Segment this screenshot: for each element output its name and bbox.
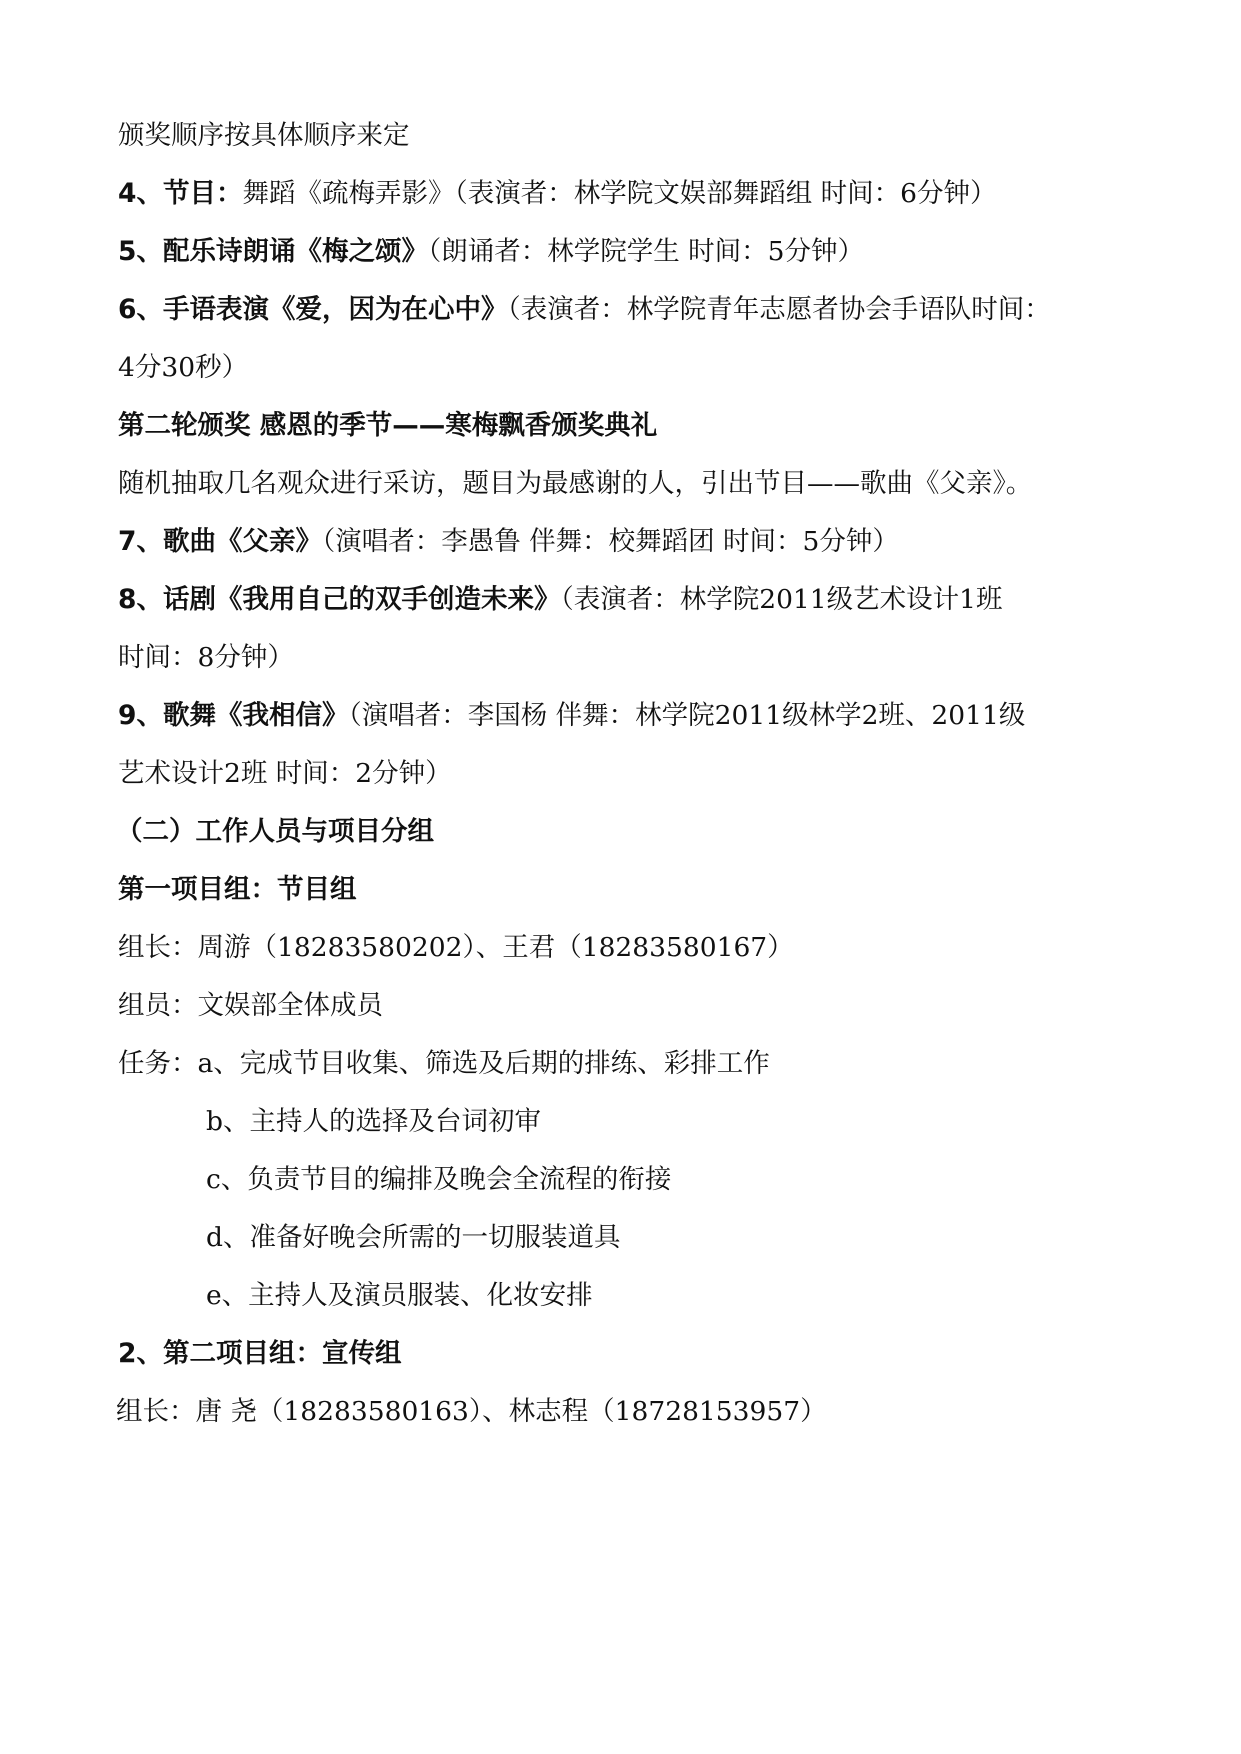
group-1-task-c: c、负责节目的编排及晚会全流程的衔接 <box>206 1164 672 1195</box>
program-7 <box>118 524 1161 560</box>
program-6-detail: （表演者：林学院青年志愿者协会手语队时间： <box>507 294 1051 325</box>
program-9-detail: （演唱者：李国杨 伴舞：林学院2011级林学2班、2011级 <box>348 700 1026 731</box>
group-1-leaders: 组长：周游（18283580202）、王君（18283580167） <box>118 932 794 963</box>
program-9-title: 9、歌舞《我相信》 <box>118 700 349 731</box>
section-heading-staff: （二）工作人员与项目分组 <box>116 816 434 847</box>
program-6 <box>118 292 1161 328</box>
program-6-duration: 4分30秒） <box>118 352 249 383</box>
program-8 <box>118 582 1161 618</box>
program-5 <box>118 234 1161 270</box>
program-5-title: 5、配乐诗朗诵《梅之颂》 <box>118 236 428 267</box>
program-8-duration: 时间：8分钟） <box>118 642 294 673</box>
group-2-leaders: 组长：唐 尧（18283580163）、林志程（18728153957） <box>116 1396 827 1427</box>
group-1-task-e: e、主持人及演员服装、化妆安排 <box>206 1280 593 1311</box>
program-4-detail: 舞蹈《疏梅弄影》（表演者：林学院文娱部舞蹈组 时间：6分钟） <box>242 178 997 209</box>
second-award-heading: 第二轮颁奖 感恩的季节——寒梅飘香颁奖典礼 <box>118 410 658 441</box>
program-6-title: 6、手语表演《爱，因为在心中》 <box>118 294 508 325</box>
program-8-detail: （表演者：林学院2011级艺术设计1班 <box>560 584 1003 615</box>
group-1-task-d: d、准备好晚会所需的一切服装道具 <box>206 1222 621 1253</box>
program-8-title: 8、话剧《我用自己的双手创造未来》 <box>118 584 561 615</box>
program-4 <box>118 176 1161 212</box>
program-7-title: 7、歌曲《父亲》 <box>118 526 322 557</box>
program-5-detail: （朗诵者：林学院学生 时间：5分钟） <box>427 236 864 267</box>
interview-note: 随机抽取几名观众进行采访，题目为最感谢的人，引出节目——歌曲《父亲》。 <box>118 468 1033 499</box>
group-1-heading: 第一项目组：节目组 <box>118 874 357 905</box>
group-1-members: 组员：文娱部全体成员 <box>118 990 383 1021</box>
program-7-detail: （演唱者：李愚鲁 伴舞：校舞蹈团 时间：5分钟） <box>321 526 899 557</box>
program-9-duration: 艺术设计2班 时间：2分钟） <box>118 758 452 789</box>
program-9 <box>118 698 1161 734</box>
award-order-note: 颁奖顺序按具体顺序来定 <box>118 120 410 151</box>
group-1-task-b: b、主持人的选择及台词初审 <box>206 1106 541 1137</box>
program-4-title: 4、节目： <box>118 178 243 209</box>
group-1-task-a: 任务：a、完成节目收集、筛选及后期的排练、彩排工作 <box>118 1048 770 1079</box>
group-2-heading: 2、第二项目组：宣传组 <box>118 1338 402 1369</box>
